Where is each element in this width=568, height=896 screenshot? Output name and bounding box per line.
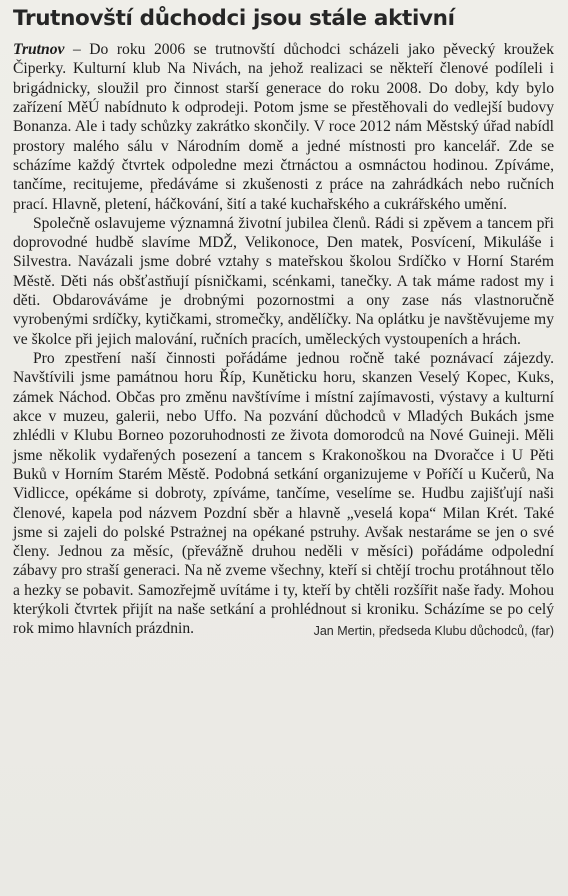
paragraph-3-text: Pro zpestření naší činnosti pořádáme jednou ročně také poznávací zájezdy. Navštívili jsme památnou horu Říp, Kuněticku horu, skanzen Veselý Kopec, Kuks, zámek Náchod. Občas pro změnu navštívíme i místní zajímavosti, výstavy a kulturní akce v muzeu, galerii, nebo Uffo. Na pozvání důchodců v Mladých Bukách jsme zhlédli v Klubu Borneo pozoruhodnosti ze života domorodců na Nové Guineji. Měli jsme několik vydařených posezení a tancem s Krakonoškou na Dvoračce i U Pěti Buků v Horním Starém Městě. Podobná setkání organizujeme v Poříčí u Kučerů, Na Vidlicce, opékáme si dobroty, zpíváme, tančíme, veselíme se. Hudbu zajišťují naši členové, kapela pod názvem Pozdní sběr a hlavně „veselá kopa“ Milan Krét. Také jsme si zajeli do polské Pstrażnej na opékané pstruhy. Avšak nestaráme se jen o své členy. Jednou za měsíc, (převážně druhou neděli v měsíci) pořádáme odpolední zábavy pro straší generaci. Na ně zveme všechny, kteří si chtějí trochu protáhnout tělo a hezky se pobavit. Samozřejmě uvítáme i ty, kteří by chtěli rozšířit naše řady. Mohou kterýkoli čtvrtek přijít na naše setkání a prohlédnout si kroniku. Scházíme se po celý rok mimo hlavních prázdnin. (13, 350, 554, 638)
paragraph-1-text: – Do roku 2006 se trutnovští důchodci scházeli jako pěvecký kroužek Čiperky. Kulturní klub Na Nivách, na jehož realizaci se někteří členové podíleli i brigádnicky, sloužil pro činnost starší generace do roku 2008. Do doby, kdy bylo zařízení MěÚ nabídnuto k odprodeji. Potom jsme se přestěhovali do vedlejší budovy Bonanza. Ale i tady schůzky zakrátko skončily. V roce 2012 nám Městský úřad nabídl prostory malého sálu v Národním domě a jedné místnosti pro kancelář. Zde se scházíme každý čtvrtek odpoledne mezi čtrnáctou a osmnáctou hodinou. Zpíváme, tančíme, recitujeme, předáváme si zkušenosti z práce na zahrádkách nebo ručních prací. Hlavně, pletení, háčkování, šití a také kuchařského a cukrářského umění. (13, 41, 554, 213)
article-paragraph-3 (13, 349, 554, 639)
article-signature: Jan Mertin, předseda Klubu důchodců, (far) (313, 624, 554, 639)
article-body (13, 40, 554, 639)
article-paragraph-2: Společně oslavujeme významná životní jubilea členů. Rádi si zpěvem a tancem při doprovodné hudbě slavíme MDŽ, Velikonoce, Den matek, Posvícení, Mikuláše i Silvestra. Navázali jsme dobré vztahy s mateřskou školou Srdíčko v Horní Starém Městě. Děti nás obšťastňují písničkami, scénkami, tanečky. A tak máme radost my i děti. Obdarováváme je drobnými pozornostmi a ony zase nás vlastnoručně vyrobenými srdíčky, kytičkami, stromečky, andělíčky. Na oplátku je navštěvujeme my ve školce při jejich malování, ručních pracích, uměleckých vystoupeních a hrách. (13, 214, 554, 348)
article-dateline: Trutnov (13, 41, 65, 58)
article-headline: Trutnovští důchodci jsou stále aktivní (13, 6, 455, 31)
article-paragraph-1 (13, 40, 554, 214)
